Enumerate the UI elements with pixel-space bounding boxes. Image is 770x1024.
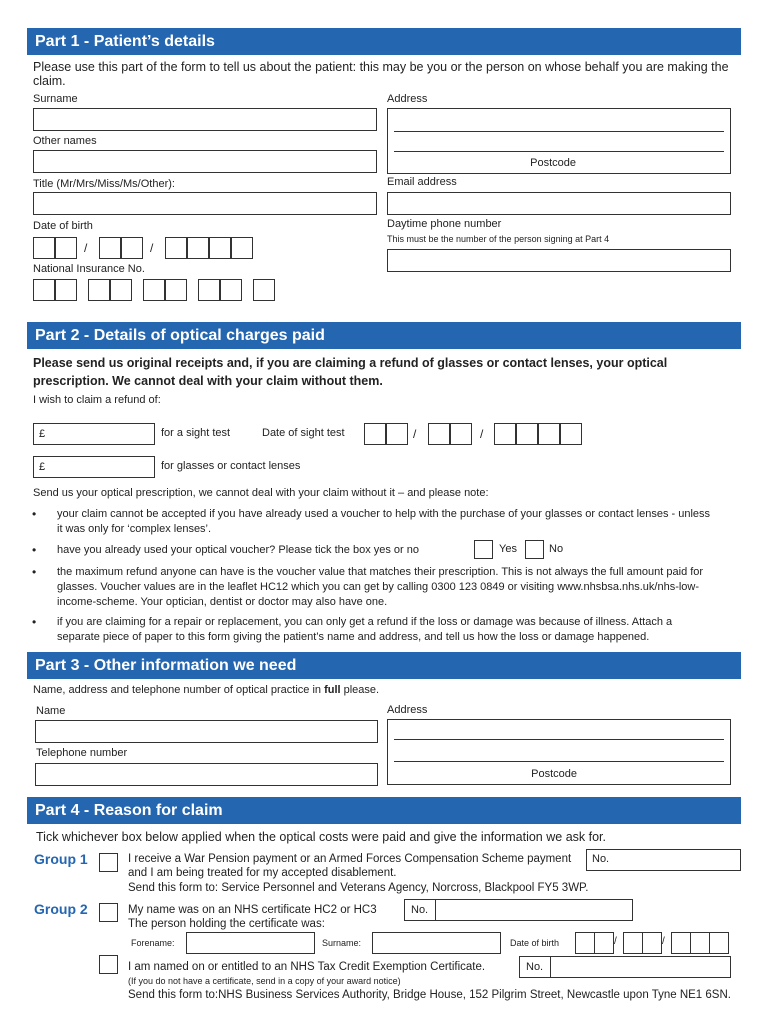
address-line-1: [394, 739, 724, 740]
dob-cell[interactable]: [187, 237, 209, 259]
forename-input[interactable]: [186, 932, 315, 954]
no-label: No.: [526, 961, 544, 973]
date-cell[interactable]: [560, 423, 582, 445]
voucher-no-checkbox[interactable]: [525, 540, 544, 559]
bullet-text-4: if you are claiming for a repair or replacement, you can only get a refund if the loss or damage was because of illness. Attach a separate piece of paper to this form giving the patient’s name and address, and tell us how the loss or damage happened.: [57, 616, 673, 643]
dob-cell[interactable]: [709, 932, 729, 954]
address-label: Address: [387, 93, 428, 105]
dob-cell[interactable]: [594, 932, 614, 954]
date-cell[interactable]: [428, 423, 450, 445]
group2-line2: The person holding the certificate was:: [128, 918, 325, 930]
holder-surname-input[interactable]: [372, 932, 501, 954]
phone-note: This must be the number of the person signing at Part 4: [387, 234, 610, 244]
address-line-2: [394, 761, 724, 762]
tax-credit-line: I am named on or entitled to an NHS Tax Credit Exemption Certificate.: [128, 961, 486, 973]
practice-name-input[interactable]: [35, 720, 378, 743]
sight-test-label: for a sight test: [161, 427, 231, 439]
glasses-amount-input[interactable]: [33, 456, 155, 478]
no-divider: [435, 900, 436, 920]
dob-cell[interactable]: [209, 237, 231, 259]
bullet-2: •: [32, 543, 37, 557]
date-cell[interactable]: [494, 423, 516, 445]
dob-cell[interactable]: [642, 932, 662, 954]
tax-credit-number-input[interactable]: [519, 956, 731, 978]
no-divider: [550, 957, 551, 977]
address-line-1: [394, 131, 724, 132]
bullet-text-2: have you already used your optical voucher? Please tick the box yes or no: [57, 544, 419, 556]
nino-cell[interactable]: [198, 279, 220, 301]
dob-slash: /: [614, 936, 617, 947]
other-names-label: Other names: [33, 135, 97, 147]
part1-intro: Please use this part of the form to tell us about the patient: this may be you or the person on whose behalf you are making the claim.: [33, 60, 729, 88]
dob-cell[interactable]: [55, 237, 77, 259]
date-cell[interactable]: [386, 423, 408, 445]
title-label: Title (Mr/Mrs/Miss/Ms/Other):: [33, 178, 175, 190]
postcode-label: Postcode: [530, 157, 576, 169]
bullet-3: •: [32, 565, 37, 579]
dob-label: Date of birth: [33, 220, 93, 232]
phone-input[interactable]: [387, 249, 731, 272]
dob-cell[interactable]: [671, 932, 691, 954]
group1-send-to: Send this form to: Service Personnel and Veterans Agency, Norcross, Blackpool FY5 3WP.: [128, 882, 589, 894]
send-to-address: Send this form to:NHS Business Services Authority, Bridge House, 152 Pilgrim Street, Newcastle upon Tyne NE1 6SN.: [128, 989, 731, 1001]
nino-cell[interactable]: [165, 279, 187, 301]
address-input[interactable]: [387, 108, 731, 174]
bullet-text-1: your claim cannot be accepted if you have already used a voucher to help with the purchase of your glasses or contact lenses - unless it was only for ‘complex lenses’.: [57, 508, 711, 535]
dob-cell[interactable]: [690, 932, 710, 954]
nino-cell[interactable]: [88, 279, 110, 301]
voucher-yes-checkbox[interactable]: [474, 540, 493, 559]
dob-cell[interactable]: [121, 237, 143, 259]
dob-cell[interactable]: [623, 932, 643, 954]
part1-header: Part 1 - Patient’s details: [27, 28, 741, 55]
nino-cell[interactable]: [33, 279, 55, 301]
practice-name-label: Name: [36, 705, 66, 717]
nino-cell[interactable]: [110, 279, 132, 301]
group1-line2: and I am being treated for my accepted disablement.: [128, 867, 397, 879]
pound-sign: £: [39, 461, 46, 473]
group1-number-input[interactable]: [586, 849, 741, 871]
group1-label: Group 1: [34, 851, 88, 867]
glasses-label: for glasses or contact lenses: [161, 460, 301, 472]
email-input[interactable]: [387, 192, 731, 215]
surname-label: Surname:: [322, 938, 362, 948]
dob-cell[interactable]: [33, 237, 55, 259]
dob-cell[interactable]: [231, 237, 253, 259]
prescription-note: Send us your optical prescription, we cannot deal with your claim without it – and please note:: [33, 487, 489, 499]
date-cell[interactable]: [516, 423, 538, 445]
nino-label: National Insurance No.: [33, 263, 145, 275]
practice-phone-label: Telephone number: [36, 747, 128, 759]
nino-cell[interactable]: [253, 279, 275, 301]
claim-label: I wish to claim a refund of:: [33, 394, 161, 406]
group1-checkbox[interactable]: [99, 853, 118, 872]
group2-line1: My name was on an NHS certificate HC2 or HC3: [128, 904, 377, 916]
title-input[interactable]: [33, 192, 377, 215]
certificate-number-input[interactable]: [404, 899, 633, 921]
no-label: No.: [411, 904, 429, 916]
date-cell[interactable]: [364, 423, 386, 445]
forename-label: Forename:: [131, 938, 175, 948]
part3-intro: Name, address and telephone number of optical practice in full please.: [33, 684, 380, 696]
email-label: Email address: [387, 176, 457, 188]
address-line-2: [394, 151, 724, 152]
bullet-text-3: the maximum refund anyone can have is the voucher value that matches their prescription. This is not always the full amount paid for glasses. Voucher values are in the leaflet HC12 which you can get by calling 0300 123 0849 or visiting www.nhsbsa.nhs.uk/nhs-low-income-scheme. Your optician, dentist or doctor may also have one.: [57, 566, 704, 608]
other-names-input[interactable]: [33, 150, 377, 173]
nino-cell[interactable]: [55, 279, 77, 301]
dob-cell[interactable]: [165, 237, 187, 259]
dob-slash: /: [150, 241, 154, 255]
part4-header: Part 4 - Reason for claim: [27, 797, 741, 824]
surname-label: Surname: [33, 93, 78, 105]
part2-intro: Please send us original receipts and, if you are claiming a refund of glasses or contact lenses, your optical prescription. We cannot deal with your claim without them.: [33, 356, 668, 388]
dob-cell[interactable]: [575, 932, 595, 954]
dob-cell[interactable]: [99, 237, 121, 259]
date-slash: /: [480, 427, 484, 441]
practice-postcode-label: Postcode: [531, 768, 577, 780]
nino-cell[interactable]: [143, 279, 165, 301]
surname-input[interactable]: [33, 108, 377, 131]
no-label: No: [549, 543, 564, 555]
date-cell[interactable]: [538, 423, 560, 445]
tax-credit-checkbox[interactable]: [99, 955, 118, 974]
holder-dob-label: Date of birth: [510, 938, 560, 948]
tax-credit-note: (If you do not have a certificate, send in a copy of your award notice): [128, 976, 401, 986]
part4-intro: Tick whichever box below applied when the optical costs were paid and give the information we ask for.: [36, 830, 606, 844]
bullet-4: •: [32, 615, 37, 629]
group2-label: Group 2: [34, 901, 88, 917]
date-sight-test-label: Date of sight test: [262, 427, 345, 439]
date-cell[interactable]: [450, 423, 472, 445]
nino-cell[interactable]: [220, 279, 242, 301]
phone-label: Daytime phone number: [387, 218, 502, 230]
yes-label: Yes: [499, 543, 517, 555]
sight-test-amount-input[interactable]: [33, 423, 155, 445]
practice-address-input[interactable]: [387, 719, 731, 785]
practice-phone-input[interactable]: [35, 763, 378, 786]
bullet-1: •: [32, 507, 37, 521]
group1-line1: I receive a War Pension payment or an Armed Forces Compensation Scheme payment: [128, 853, 572, 865]
dob-slash: /: [662, 936, 665, 947]
part3-header: Part 3 - Other information we need: [27, 652, 741, 679]
part2-header: Part 2 - Details of optical charges paid: [27, 322, 741, 349]
no-label: No.: [592, 853, 610, 865]
pound-sign: £: [39, 428, 46, 440]
practice-address-label: Address: [387, 704, 428, 716]
dob-slash: /: [84, 241, 88, 255]
group2-checkbox[interactable]: [99, 903, 118, 922]
date-slash: /: [413, 427, 417, 441]
